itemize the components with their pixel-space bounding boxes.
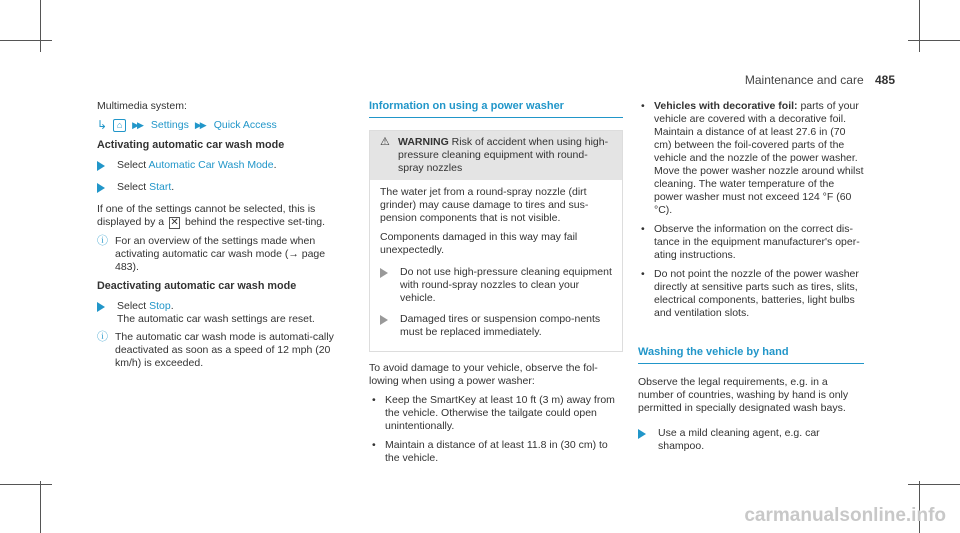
warning-title: Risk of accident when using high-pressure cleaning equipment with round-spray nozzles [398,136,609,174]
step-arrow-icon [97,302,105,312]
list-item: • Do not point the nozzle of the power washer directly at sensitive parts such as tires, slits, electrical components, batteries, light bulbs and ventilation slots. [638,268,864,320]
crop-mark [908,484,960,485]
warning-body [370,180,622,351]
step-text: Select [117,300,150,312]
heading-deactivate: Deactivating automatic car wash mode [97,280,297,292]
step-select-stop [97,300,347,326]
heading-activate: Activating automatic car wash mode [97,139,285,151]
crop-mark [919,0,920,52]
paragraph-avoid-damage: To avoid damage to your vehicle, observe the fol-lowing when using a power washer: [369,362,598,387]
link-car-wash-mode: Automatic Car Wash Mode [148,159,274,171]
page-header [745,73,895,87]
warning-step [380,313,612,339]
step-mild-agent [638,427,864,453]
watermark: carmanualsonline.info [744,505,946,526]
note-text: For an overview of the settings made when activating automatic car wash mode (→ page 483). [115,235,326,273]
warning-header [370,131,622,180]
warning-triangle-icon: ⚠ [380,136,390,148]
step-select-start [97,181,347,194]
double-chevron-icon: ▶▶ [132,120,142,130]
step-arrow-icon [380,268,388,278]
warning-box [369,130,623,352]
list-item: • Maintain a distance of at least 11.8 in (30 cm) to the vehicle. [369,439,623,465]
step-select-mode [97,159,347,172]
step-result: The automatic car wash settings are reset. [117,313,315,325]
step-arrow-icon [97,183,105,193]
bullet-text: parts of your vehicle are covered with a decorative foil. Maintain a distance of at least 27.6 in (70 cm) between the foil-covered parts of the vehicle and the nozzle of the power washer. Move the power washer nozzle around whilst cleaning. The water temperature of the power washer must not exceed 124 °F (60 °C). [654,100,864,216]
section-title: Maintenance and care [744,73,864,87]
home-icon: ⌂ [113,119,126,132]
step-text: Select [117,181,150,193]
menu-path [97,119,347,132]
list-item: • Keep the SmartKey at least 10 ft (3 m) away from the vehicle. Otherwise the tailgate could open unintentionally. [369,394,623,433]
para-text: If one of the settings cannot be selected, this is displayed by a [97,203,316,228]
crop-mark [0,40,52,41]
link-stop: Stop [149,300,171,312]
multimedia-label: Multimedia system: [97,100,187,112]
info-icon: ⓘ [97,235,108,247]
note-overview [97,235,347,274]
para-text: behind the respective set-ting. [184,216,326,228]
double-chevron-icon: ▶▶ [194,120,205,130]
path-quick-access: Quick Access [213,119,277,131]
step-text: Do not use high-pressure cleaning equipment with round-spray nozzles to clean your vehicle. [400,266,612,304]
unavailable-x-icon: ✕ [170,217,179,228]
step-text: . [170,300,174,312]
warning-paragraph: Components damaged in this way may fail unexpectedly. [380,231,578,256]
page-number: 485 [874,73,895,87]
crop-mark [40,481,41,533]
step-text: Select [117,159,149,171]
step-text: Use a mild cleaning agent, e.g. car shampoo. [658,427,820,452]
path-settings: Settings [150,119,189,131]
bullet-bold: Vehicles with decorative foil: [654,100,798,112]
column-2 [369,100,623,471]
step-text: . [273,159,277,171]
warning-paragraph: The water jet from a round-spray nozzle (dirt grinder) may cause damage to tires and sus-pension components that is not visible. [380,186,589,224]
step-text: . [171,181,175,193]
path-arrow-icon: ↳ [97,118,108,132]
list-item: • Observe the information on the correct dis-tance in the equipment manufacturer's oper-ating instructions. [638,223,864,262]
crop-mark [0,484,52,485]
warning-step [380,266,612,305]
section-heading-hand-wash: Washing the vehicle by hand [638,346,864,364]
info-icon: ⓘ [97,331,108,343]
warning-label: WARNING [398,136,449,148]
note-auto-deactivate [97,331,347,370]
list-item [638,100,864,217]
crop-mark [40,0,41,52]
step-arrow-icon [638,429,646,439]
step-arrow-icon [380,315,388,325]
paragraph-legal: Observe the legal requirements, e.g. in a number of countries, washing by hand is only permitted in specially designated wash bays. [638,376,849,414]
link-start: Start [149,181,172,193]
column-1 [97,100,347,376]
step-text: Damaged tires or suspension compo-nents must be replaced immediately. [400,313,601,338]
paragraph-unavailable [97,203,347,229]
note-text: The automatic car wash mode is automati-cally deactivated as soon as a speed of 12 mph (20 km/h) is exceeded. [115,331,334,369]
column-3 [638,100,864,462]
crop-mark [908,40,960,41]
step-arrow-icon [97,161,105,171]
section-heading-power-washer: Information on using a power washer [369,100,623,118]
